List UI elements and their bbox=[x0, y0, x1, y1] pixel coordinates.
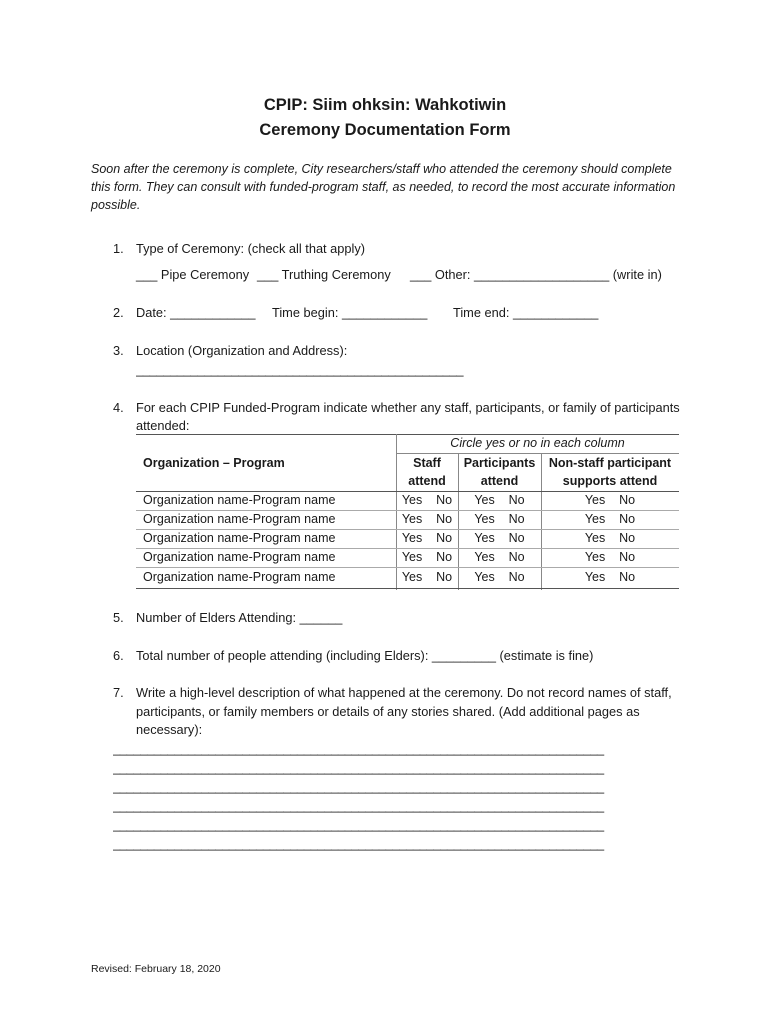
row-participants-yes-no[interactable]: Yes No bbox=[474, 512, 525, 526]
col-header-organization: Organization – Program bbox=[143, 456, 285, 470]
q2-time-end-field[interactable]: Time end: ____________ bbox=[453, 305, 599, 320]
q3-number: 3. bbox=[113, 343, 124, 358]
row-nonstaff-yes-no[interactable]: Yes No bbox=[584, 512, 636, 526]
row-staff-yes-no[interactable]: Yes No bbox=[401, 531, 453, 545]
form-title-line2: Ceremony Documentation Form bbox=[259, 121, 511, 139]
form-title-line1: CPIP: Siim ohksin: Wahkotiwin bbox=[263, 96, 507, 114]
col-header-participants-1: Participants bbox=[463, 456, 536, 470]
row-participants-yes-no[interactable]: Yes No bbox=[474, 570, 525, 584]
q7-answer-line[interactable]: ________________________________________________________________________ bbox=[113, 760, 604, 775]
q6-number: 6. bbox=[113, 648, 124, 663]
q7-text-line1: Write a high-level description of what happened at the ceremony. Do not record names of staff, bbox=[136, 685, 672, 700]
q1-option-pipe[interactable]: ___ Pipe Ceremony bbox=[136, 267, 250, 282]
row-org: Organization name-Program name bbox=[143, 570, 336, 584]
q7-text-line3: necessary): bbox=[136, 722, 203, 737]
row-org: Organization name-Program name bbox=[143, 531, 336, 545]
q4-text-line2: attended: bbox=[136, 418, 190, 433]
col-header-nonstaff-1: Non-staff participant bbox=[548, 456, 672, 470]
q2-time-begin-field[interactable]: Time begin: ____________ bbox=[272, 305, 428, 320]
q1-text: Type of Ceremony: (check all that apply) bbox=[136, 241, 366, 256]
q5-elders-field[interactable]: Number of Elders Attending: ______ bbox=[136, 610, 343, 625]
q1-number: 1. bbox=[113, 241, 124, 256]
row-staff-yes-no[interactable]: Yes No bbox=[401, 493, 453, 507]
q3-location-line[interactable]: ________________________________________________ bbox=[136, 362, 464, 377]
col-header-staff-1: Staff bbox=[413, 456, 441, 470]
intro-text: Soon after the ceremony is complete, City researchers/staff who attended the ceremony should complete this form. They can consult with funded-program staff, as needed, to record the most accurate information possible. bbox=[91, 162, 676, 212]
q7-answer-line[interactable]: ________________________________________________________________________ bbox=[113, 741, 604, 756]
row-participants-yes-no[interactable]: Yes No bbox=[474, 550, 525, 564]
q1-option-truthing[interactable]: ___ Truthing Ceremony bbox=[257, 267, 391, 282]
q4-number: 4. bbox=[113, 400, 124, 415]
q7-answer-line[interactable]: ________________________________________________________________________ bbox=[113, 836, 604, 851]
q7-answer-line[interactable]: ________________________________________________________________________ bbox=[113, 817, 604, 832]
row-participants-yes-no[interactable]: Yes No bbox=[474, 493, 525, 507]
row-staff-yes-no[interactable]: Yes No bbox=[401, 570, 453, 584]
q2-date-field[interactable]: Date: ____________ bbox=[136, 305, 256, 320]
row-participants-yes-no[interactable]: Yes No bbox=[474, 531, 525, 545]
row-nonstaff-yes-no[interactable]: Yes No bbox=[584, 493, 636, 507]
q4-text-line1: For each CPIP Funded-Program indicate whether any staff, participants, or family of participants bbox=[136, 400, 680, 415]
row-nonstaff-yes-no[interactable]: Yes No bbox=[584, 550, 636, 564]
q7-number: 7. bbox=[113, 685, 124, 700]
row-org: Organization name-Program name bbox=[143, 550, 336, 564]
table-caption: Circle yes or no in each column bbox=[450, 436, 625, 450]
row-staff-yes-no[interactable]: Yes No bbox=[401, 512, 453, 526]
attendance-table bbox=[136, 434, 679, 590]
row-staff-yes-no[interactable]: Yes No bbox=[401, 550, 453, 564]
row-nonstaff-yes-no[interactable]: Yes No bbox=[584, 531, 636, 545]
revised-date: Revised: February 18, 2020 bbox=[91, 963, 221, 975]
row-org: Organization name-Program name bbox=[143, 493, 336, 507]
q7-answer-line[interactable]: ________________________________________________________________________ bbox=[113, 779, 604, 794]
row-org: Organization name-Program name bbox=[143, 512, 336, 526]
row-nonstaff-yes-no[interactable]: Yes No bbox=[584, 570, 636, 584]
col-header-nonstaff-2: supports attend bbox=[562, 474, 658, 488]
q6-total-field[interactable]: Total number of people attending (including Elders): _________ (estimate is fine) bbox=[136, 648, 594, 663]
col-header-staff-2: attend bbox=[408, 474, 446, 488]
q3-text: Location (Organization and Address): bbox=[136, 343, 348, 358]
q7-text-line2: participants, or family members or details of any stories shared. (Add additional pages as bbox=[136, 704, 640, 719]
q7-answer-line[interactable]: ________________________________________________________________________ bbox=[113, 798, 604, 813]
q5-number: 5. bbox=[113, 610, 124, 625]
q1-option-other[interactable]: ___ Other: ___________________ (write in) bbox=[410, 267, 662, 282]
col-header-participants-2: attend bbox=[480, 474, 519, 488]
q2-number: 2. bbox=[113, 305, 124, 320]
